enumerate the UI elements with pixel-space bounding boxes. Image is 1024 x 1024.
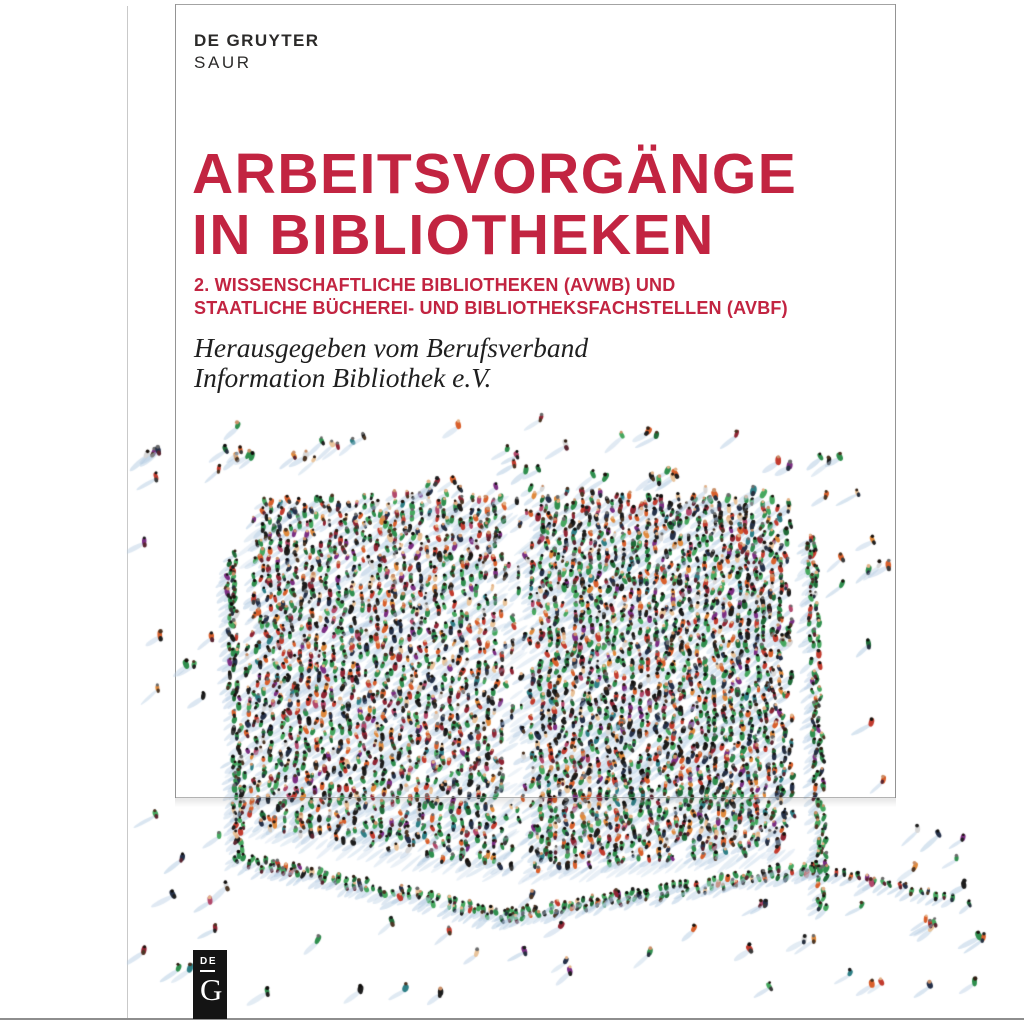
title-line-2: IN BIBLIOTHEKEN	[192, 203, 715, 267]
book-subtitle	[194, 274, 788, 320]
logo-de-text: DE	[200, 956, 218, 967]
logo-g-text: G	[200, 972, 223, 1007]
editor-block	[194, 333, 588, 393]
publisher-imprint: SAUR	[194, 53, 252, 72]
subtitle-line-2: STAATLICHE BÜCHEREI- UND BIBLIOTHEKSFACHSTELLEN (AVBF)	[194, 298, 788, 318]
editor-line-2: Information Bibliothek e.V.	[194, 362, 492, 393]
book-title	[192, 144, 797, 266]
de-gruyter-logo	[193, 950, 227, 1019]
publisher-block	[194, 31, 319, 73]
page-curl-seam	[175, 797, 896, 807]
publisher-name: DE GRUYTER	[194, 31, 320, 50]
title-line-1: ARBEITSVORGÄNGE	[192, 142, 798, 206]
subtitle-line-1: 2. WISSENSCHAFTLICHE BIBLIOTHEKEN (AVWB) UND	[194, 275, 676, 295]
editor-line-1: Herausgegeben vom Berufsverband	[194, 332, 589, 363]
